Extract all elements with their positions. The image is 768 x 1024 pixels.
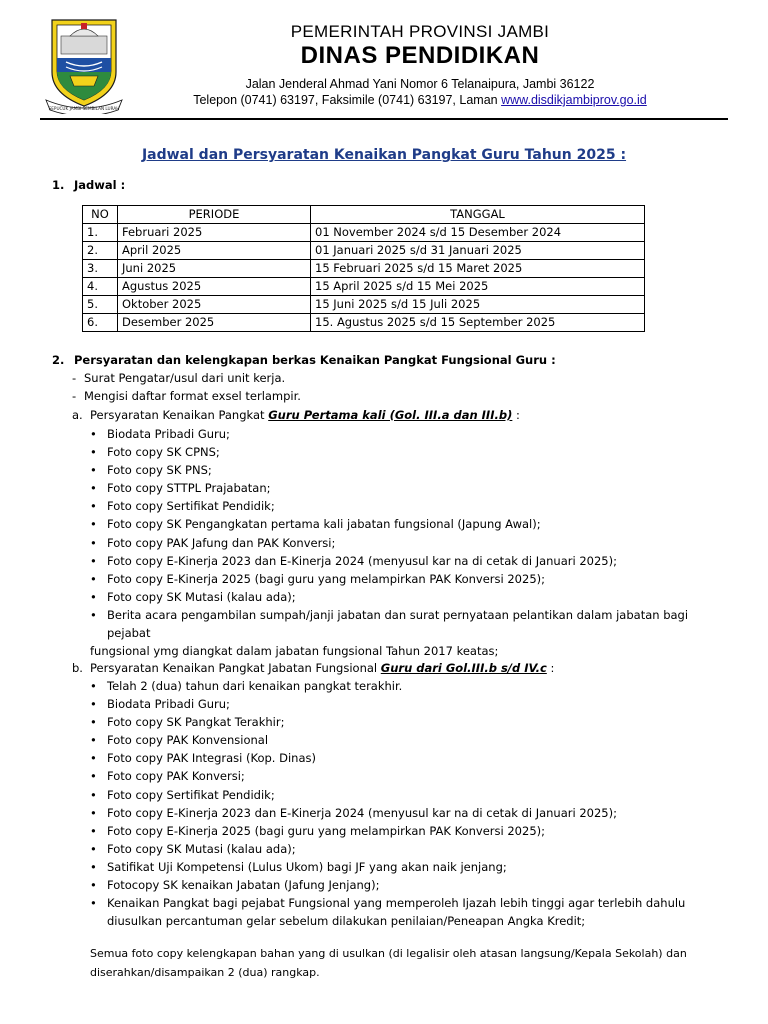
list-item-text: Foto copy SK CPNS; (107, 445, 220, 460)
bullet-icon: • (90, 715, 97, 730)
table-cell: Desember 2025 (118, 314, 311, 332)
table-row (83, 224, 645, 242)
section-1-label: Jadwal : (74, 178, 126, 192)
dash-item: - Surat Pengatar/usul dari unit kerja. (72, 371, 286, 385)
section-2-label: Persyaratan dan kelengkapan berkas Kenaikan Pangkat Fungsional Guru : (74, 353, 556, 367)
table-cell: 01 Januari 2025 s/d 31 Januari 2025 (311, 242, 645, 260)
subsection-a-suffix: : (512, 408, 520, 422)
list-item (90, 588, 730, 606)
bullet-icon: • (90, 571, 97, 586)
department-name: DINAS PENDIDIKAN (300, 42, 540, 69)
list-item (90, 570, 730, 588)
subsection-b-suffix: : (546, 661, 555, 675)
bullet-icon: • (90, 823, 97, 838)
list-item-text: Foto copy SK PNS; (107, 463, 212, 478)
contact-text: Telepon (0741) 63197, Faksimile (0741) 63197, Laman (193, 93, 502, 107)
list-item (90, 461, 730, 479)
list-item-text: Satifikat Uji Kompetensi (Lulus Ukom) bagi JF yang akan naik jenjang; (107, 859, 507, 874)
table-cell: 4. (83, 278, 118, 296)
schedule-table (82, 205, 645, 332)
list-item-text: Foto copy SK Pengangkatan pertama kali jabatan fungsional (Japung Awal); (107, 517, 541, 532)
list-item (90, 894, 730, 912)
list-item-text: Foto copy SK Pangkat Terakhir; (107, 715, 285, 730)
list-item (90, 677, 730, 695)
dash-item: - Mengisi daftar format exsel terlampir. (72, 389, 301, 403)
subsection-b-heading (72, 659, 554, 677)
list-item-text: Foto copy STTPL Prajabatan; (107, 481, 271, 496)
list-item (90, 425, 730, 443)
bullet-icon: • (90, 553, 97, 568)
list-item-text: Foto copy PAK Integrasi (Kop. Dinas) (107, 751, 316, 766)
bullet-icon: • (90, 481, 97, 496)
bullet-icon: • (90, 733, 97, 748)
bullet-icon: • (90, 679, 97, 693)
document-title: Jadwal dan Persyaratan Kenaikan Pangkat Guru Tahun 2025 : (141, 147, 627, 163)
bullet-icon: • (90, 769, 97, 784)
list-item-text: fungsional ymg diangkat dalam jabatan fungsional Tahun 2017 keatas; (90, 644, 499, 659)
list-item-text: Foto copy E-Kinerja 2025 (bagi guru yang melampirkan PAK Konversi 2025); (107, 823, 545, 838)
list-item-text: diusulkan percantuman gelar sebelum dilakukan penilaian/Peneapan Angka Kredit; (107, 914, 586, 929)
table-cell: Februari 2025 (118, 224, 311, 242)
table-cell: 1. (83, 224, 118, 242)
bullet-icon: • (90, 589, 97, 604)
list-item-continuation (90, 642, 730, 660)
list-item-text: Foto copy E-Kinerja 2023 dan E-Kinerja 2024 (menyusul kar na di cetak di Januari 2025); (107, 553, 617, 568)
list-item-text: Telah 2 (dua) tahun dari kenaikan pangkat terakhir. (107, 679, 403, 693)
table-header: TANGGAL (311, 206, 645, 224)
website-link[interactable]: www.disdikjambiprov.go.id (501, 93, 647, 107)
contact-line (150, 92, 690, 108)
section-1-number: 1. (52, 178, 65, 192)
list-item (90, 804, 730, 822)
list-item (90, 749, 730, 767)
list-item (90, 534, 730, 552)
bullet-icon: • (90, 499, 97, 514)
subsection-a-emphasis: Guru Pertama kali (Gol. III.a dan III.b) (268, 408, 513, 422)
list-item-text: Foto copy SK Mutasi (kalau ada); (107, 589, 296, 604)
table-row (83, 260, 645, 278)
list-item-text: Foto copy E-Kinerja 2023 dan E-Kinerja 2024 (menyusul kar na di cetak di Januari 2025); (107, 805, 617, 820)
jambi-province-emblem-icon (44, 14, 124, 114)
table-cell: April 2025 (118, 242, 311, 260)
list-item-text: Foto copy PAK Jafung dan PAK Konversi; (107, 535, 336, 550)
closing-note-line: Semua foto copy kelengkapan bahan yang di usulkan (di legalisir oleh atasan langsung/Kepala Sekolah) dan (90, 947, 687, 960)
dash-item-text: Surat Pengatar/usul dari unit kerja. (84, 371, 286, 385)
list-item (90, 876, 730, 894)
bullet-icon: • (90, 517, 97, 532)
table-header: NO (83, 206, 118, 224)
list-item-text: Foto copy E-Kinerja 2025 (bagi guru yang melampirkan PAK Konversi 2025); (107, 571, 545, 586)
subsection-a-letter: a. (72, 408, 83, 422)
list-item (90, 479, 730, 497)
list-item (90, 767, 730, 785)
table-cell: 5. (83, 296, 118, 314)
list-item (90, 731, 730, 749)
table-cell: 15 Juni 2025 s/d 15 Juli 2025 (311, 296, 645, 314)
section-2-number: 2. (52, 353, 65, 367)
list-item-text: Fotocopy SK kenaikan Jabatan (Jafung Jenjang); (107, 878, 380, 893)
closing-note-line: diserahkan/disampaikan 2 (dua) rangkap. (90, 966, 320, 979)
list-item-text: Foto copy PAK Konvensional (107, 733, 269, 748)
bullet-icon: • (90, 697, 97, 712)
table-cell: 15 Februari 2025 s/d 15 Maret 2025 (311, 260, 645, 278)
list-item (90, 840, 730, 858)
table-cell: 15 April 2025 s/d 15 Mei 2025 (311, 278, 645, 296)
dash-item-text: Mengisi daftar format exsel terlampir. (84, 389, 301, 403)
bullet-icon: • (90, 878, 97, 893)
subsection-a-heading (72, 406, 520, 424)
section-2-heading (52, 351, 556, 369)
bullet-icon: • (90, 607, 97, 622)
list-item-text: Foto copy PAK Konversi; (107, 769, 245, 784)
requirements-list-a (90, 425, 730, 660)
table-row (83, 296, 645, 314)
list-item-text: Berita acara pengambilan sumpah/janji jabatan dan surat pernyataan pelantikan dalam jabatan bagi pejabat (107, 607, 689, 641)
list-item (90, 858, 730, 876)
requirements-list-b (90, 677, 730, 930)
letterhead-text (150, 22, 690, 108)
table-header-row (83, 206, 645, 224)
bullet-icon: • (90, 859, 97, 874)
list-item-text: Biodata Pribadi Guru; (107, 697, 230, 712)
government-name: PEMERINTAH PROVINSI JAMBI (290, 22, 550, 41)
list-item-text: Biodata Pribadi Guru; (107, 427, 230, 441)
list-item (90, 515, 730, 533)
address: Jalan Jenderal Ahmad Yani Nomor 6 Telanaipura, Jambi 36122 (245, 77, 595, 91)
list-item (90, 552, 730, 570)
list-item (90, 497, 730, 515)
bullet-icon: • (90, 787, 97, 802)
list-item-text: Foto copy Sertifikat Pendidik; (107, 787, 275, 802)
table-cell: 3. (83, 260, 118, 278)
list-item (90, 443, 730, 461)
table-row (83, 278, 645, 296)
logo-ribbon: SEPUCUK JAMBI SEMBILAN LURAH (48, 106, 120, 111)
subsection-b-letter: b. (72, 661, 83, 675)
table-cell: 6. (83, 314, 118, 332)
subsection-b-emphasis: Guru dari Gol.III.b s/d IV.c (380, 661, 547, 675)
closing-note (90, 944, 690, 982)
bullet-icon: • (90, 805, 97, 820)
section-1-heading (52, 176, 125, 194)
list-item (90, 822, 730, 840)
table-cell: 2. (83, 242, 118, 260)
table-cell: Juni 2025 (118, 260, 311, 278)
table-cell: Oktober 2025 (118, 296, 311, 314)
table-header: PERIODE (118, 206, 311, 224)
bullet-icon: • (90, 445, 97, 460)
subsection-a-text: Persyaratan Kenaikan Pangkat (90, 408, 269, 422)
letterhead-divider (40, 118, 728, 120)
bullet-icon: • (90, 841, 97, 856)
table-row (83, 314, 645, 332)
list-item (90, 695, 730, 713)
subsection-b-text: Persyaratan Kenaikan Pangkat Jabatan Fungsional (90, 661, 381, 675)
list-item-text: Kenaikan Pangkat bagi pejabat Fungsional yang memperoleh Ijazah lebih tinggi agar terlebih dahulu (107, 896, 686, 911)
list-item-text: Foto copy Sertifikat Pendidik; (107, 499, 275, 514)
table-cell: 15. Agustus 2025 s/d 15 September 2025 (311, 314, 645, 332)
list-item (90, 713, 730, 731)
table-cell: 01 November 2024 s/d 15 Desember 2024 (311, 224, 645, 242)
table-cell: Agustus 2025 (118, 278, 311, 296)
bullet-icon: • (90, 896, 97, 911)
list-item-continuation (90, 912, 730, 930)
bullet-icon: • (90, 427, 97, 441)
list-item (90, 606, 730, 642)
list-item-text: Foto copy SK Mutasi (kalau ada); (107, 841, 296, 856)
list-item (90, 786, 730, 804)
bullet-icon: • (90, 751, 97, 766)
table-row (83, 242, 645, 260)
letterhead (40, 10, 730, 118)
bullet-icon: • (90, 535, 97, 550)
bullet-icon: • (90, 463, 97, 478)
